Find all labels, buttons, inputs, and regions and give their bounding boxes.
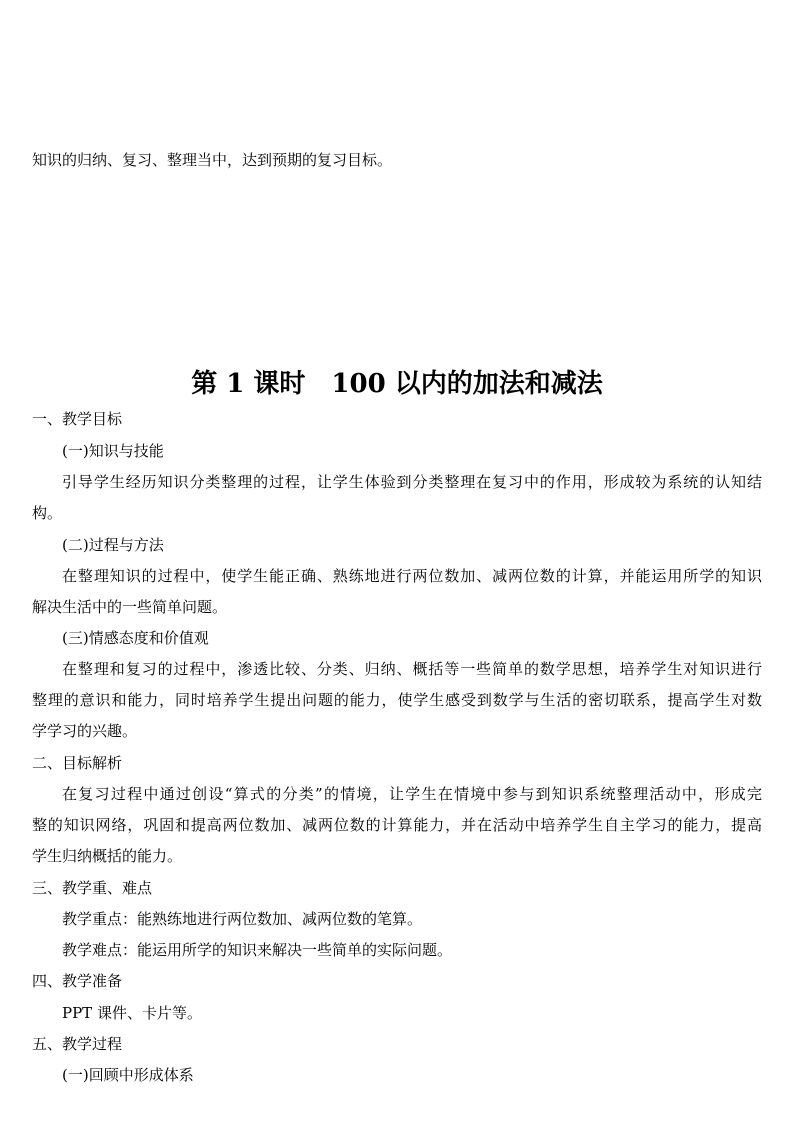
paragraph-teaching-preparation: PPT 课件、卡片等。 (62, 1004, 202, 1022)
lesson-title: 第 1 课时 100 以内的加法和减法 (191, 369, 603, 399)
subheading-review-system: (一)回顾中形成体系 (62, 1066, 194, 1084)
paragraph-difficult-point: 教学难点：能运用所学的知识来解决一些简单的实际问题。 (62, 941, 453, 959)
paragraph-goal-analysis-line3: 学生归纳概括的能力。 (32, 847, 183, 865)
paragraph-key-point: 教学重点：能熟练地进行两位数加、减两位数的笔算。 (62, 910, 423, 928)
section-heading-key-difficult-points: 三、教学重、难点 (32, 879, 153, 897)
subheading-process-methods: (二)过程与方法 (62, 536, 164, 554)
paragraph-emotion-values-line1: 在整理和复习的过程中，渗透比较、分类、归纳、概括等一些简单的数学思想，培养学生对知识进行 (62, 660, 762, 678)
paragraph-goal-analysis-line1: 在复习过程中通过创设“算式的分类”的情境，让学生在情境中参与到知识系统整理活动中，形成完 (62, 785, 762, 803)
subheading-emotion-values: (三)情感态度和价值观 (62, 629, 209, 647)
section-heading-goal-analysis: 二、目标解析 (32, 754, 123, 772)
paragraph-process-methods-line2: 解决生活中的一些简单问题。 (32, 598, 228, 616)
paragraph-goal-analysis-line2: 整的知识网络，巩固和提高两位数加、减两位数的计算能力，并在活动中培养学生自主学习的能力，提高 (32, 816, 762, 834)
paragraph-emotion-values-line2: 整理的意识和能力，同时培养学生提出问题的能力，使学生感受到数学与生活的密切联系，提高学生对数 (32, 691, 762, 709)
section-heading-teaching-goals: 一、教学目标 (32, 410, 123, 428)
intro-paragraph-tail: 知识的归纳、复习、整理当中，达到预期的复习目标。 (32, 151, 393, 169)
section-heading-teaching-preparation: 四、教学准备 (32, 972, 123, 990)
paragraph-process-methods-line1: 在整理知识的过程中，使学生能正确、熟练地进行两位数加、减两位数的计算，并能运用所学的知识 (62, 567, 762, 585)
subheading-knowledge-skills: (一)知识与技能 (62, 442, 164, 460)
paragraph-knowledge-skills-line2: 构。 (32, 504, 63, 522)
paragraph-knowledge-skills-line1: 引导学生经历知识分类整理的过程，让学生体验到分类整理在复习中的作用，形成较为系统的认知结 (62, 473, 762, 491)
paragraph-emotion-values-line3: 学学习的兴趣。 (32, 722, 138, 740)
section-heading-teaching-process: 五、教学过程 (32, 1035, 123, 1053)
